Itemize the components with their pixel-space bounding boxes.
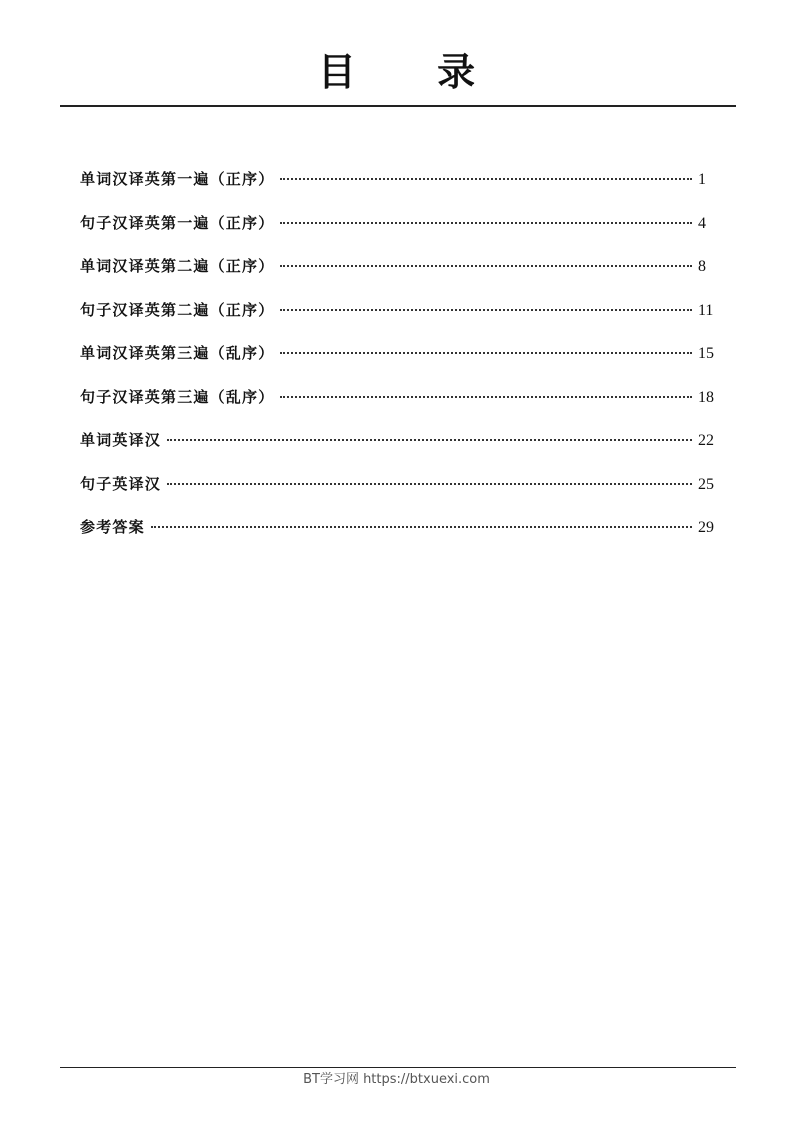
toc-entry-page: 15 [698, 345, 714, 362]
toc-entry[interactable] [80, 168, 718, 212]
toc-entry-label: 单词汉译英第二遍（正序） [80, 257, 275, 275]
table-of-contents [80, 168, 718, 560]
toc-entry[interactable] [80, 299, 718, 343]
toc-entry-label: 句子汉译英第二遍（正序） [80, 300, 275, 319]
title-divider [60, 105, 736, 107]
page-title: 目 录 [317, 50, 510, 94]
toc-leader-dots [280, 265, 692, 267]
toc-leader-dots [167, 439, 692, 441]
toc-leader-dots [151, 526, 692, 528]
toc-entry-label: 单词英译汉 [80, 431, 162, 449]
toc-entry-label: 句子汉译英第一遍（正序） [80, 213, 275, 232]
toc-entry-page: 29 [698, 519, 714, 536]
toc-leader-dots [280, 222, 692, 224]
toc-leader-dots [280, 396, 692, 398]
toc-entry-page: 8 [698, 258, 706, 275]
toc-entry[interactable] [80, 429, 718, 473]
toc-entry-label: 单词汉译英第三遍（乱序） [80, 344, 275, 362]
footer-text: BT学习网 https://btxuexi.com [303, 1072, 490, 1087]
toc-leader-dots [280, 178, 692, 180]
toc-entry-page: 25 [698, 475, 714, 493]
toc-entry[interactable] [80, 516, 718, 560]
toc-entry-label: 参考答案 [80, 518, 145, 536]
toc-entry-label: 句子英译汉 [80, 474, 162, 493]
toc-leader-dots [280, 352, 692, 354]
toc-leader-dots [280, 309, 692, 311]
toc-entry-page: 18 [698, 388, 714, 406]
toc-leader-dots [167, 483, 692, 485]
toc-entry-page: 4 [698, 214, 706, 232]
toc-entry-label: 单词汉译英第一遍（正序） [80, 170, 275, 188]
toc-entry-label: 句子汉译英第三遍（乱序） [80, 387, 275, 406]
toc-entry-page: 1 [698, 171, 706, 188]
toc-entry-page: 22 [698, 432, 714, 449]
toc-entry-page: 11 [698, 301, 714, 319]
footer-divider [60, 1067, 736, 1068]
toc-entry[interactable] [80, 212, 718, 256]
toc-entry[interactable] [80, 386, 718, 430]
toc-entry[interactable] [80, 255, 718, 299]
toc-entry[interactable] [80, 473, 718, 517]
toc-entry[interactable] [80, 342, 718, 386]
